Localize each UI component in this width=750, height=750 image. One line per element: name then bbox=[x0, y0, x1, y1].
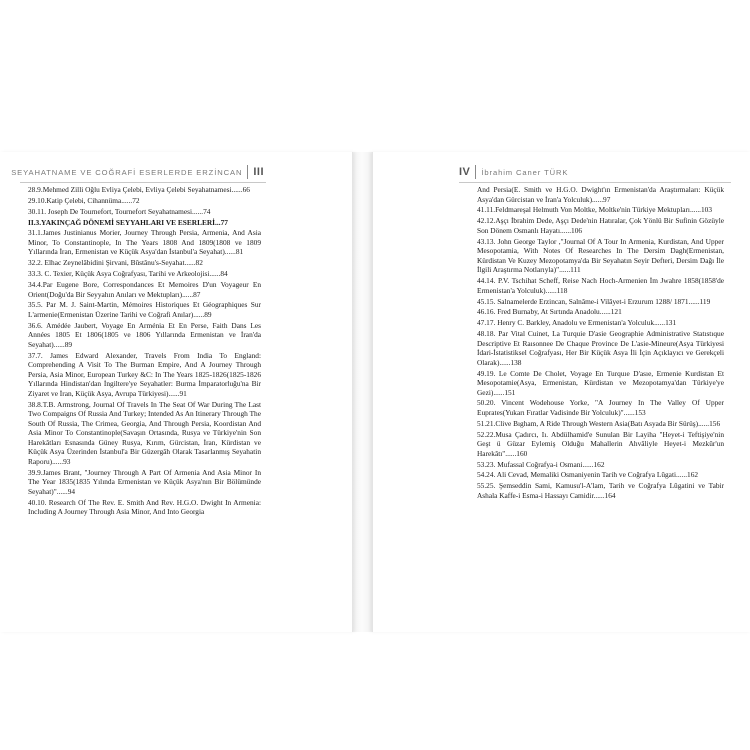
toc-entry bbox=[477, 470, 724, 480]
toc-entry-title: 52.22.Musa Çadırcı, Iı. Abdülhamid'e Sunulan Bir Layiha "Heyet-i Teftişiye'nin Geşt ü Güzar Eylemiş Olduğu Mahallerin Ahvâliyle Heyet-i Mezkûr'un Harekâtı" bbox=[477, 429, 724, 458]
toc-leader-dots: ...... bbox=[545, 285, 557, 295]
toc-entry-title: 39.9.James Brant, "Journey Through A Part Of Armenia And Asia Minor In The Year 1835(1835 Yılında Ermenistan ve Küçük Asya'nın Bir Bölümünde Seyahat)" bbox=[28, 467, 261, 496]
toc-entry-title: 50.20. Vincent Wodehouse Yorke, "A Journey In The Valley Of Upper Euprates(Yukarı Fıratlar Vadisinde Bir Yolculuk)" bbox=[477, 398, 724, 417]
toc-leader-dots: ...... bbox=[559, 265, 571, 275]
toc-leader-dots: ...... bbox=[184, 258, 196, 268]
toc-leader-dots: ...... bbox=[505, 448, 517, 458]
toc-page-number: 111 bbox=[570, 265, 581, 275]
toc-page-number: 162 bbox=[593, 459, 605, 469]
toc-entry bbox=[28, 196, 261, 206]
toc-entry bbox=[477, 237, 724, 275]
toc-leader-dots: ...... bbox=[698, 418, 710, 428]
toc-leader-dots: ...... bbox=[560, 225, 572, 235]
left-toc-list bbox=[28, 185, 261, 518]
toc-leader-dots: ...... bbox=[623, 408, 635, 417]
toc-entry bbox=[28, 207, 261, 217]
right-header-rule bbox=[459, 182, 731, 183]
toc-entry bbox=[477, 307, 724, 317]
toc-leader-dots: ...... bbox=[168, 388, 180, 398]
toc-leader-dots: ...... bbox=[654, 318, 666, 328]
toc-entry-title: 38.8.T.B. Armstrong, Journal Of Travels In The Seat Of War During The Last Two Compaigns Of Russia And Turkey; Intended As An Itinerary Through The South Of Russia, The Crimea, Georgia, And Through Persia, Koordistan And Asia Minor To Constantinople(Savaşın Ortasında, Rusya ve Türkiye'nin Son Harekâtları Esnasında Güney Rusya, Kırım, Gürcistan, İran, Kürdistan ve Küçük Asya Üzerinden İstanbul'a Bir Güzergâh Olarak Tasarlanmış Seyahatin Raporu) bbox=[28, 399, 261, 467]
toc-entry-title: 29.10.Katip Çelebi, Cihannüma bbox=[28, 195, 122, 205]
toc-entry-title: II.3.YAKINÇAĞ DÖNEMİ SEYYAHLARI VE ESERLERİ bbox=[28, 217, 216, 227]
toc-leader-dots: ...... bbox=[689, 205, 701, 215]
toc-leader-dots: ...... bbox=[582, 459, 594, 469]
toc-page-number: 74 bbox=[203, 206, 211, 216]
toc-entry-title: 36.6. Amédée Jaubert, Voyage En Arménia Et En Perse, Faith Dans Les Années 1805 Et 1806(1805 ve 1806 Yıllarında Ermenistan ve İran'da Seyahat) bbox=[28, 320, 261, 349]
left-header-rule bbox=[20, 182, 266, 183]
toc-page-number: 153 bbox=[634, 408, 646, 417]
toc-page-number: 106 bbox=[571, 225, 583, 235]
toc-leader-dots: ...... bbox=[676, 470, 688, 480]
toc-page-number: 121 bbox=[610, 307, 622, 317]
toc-leader-dots: ...... bbox=[121, 195, 133, 205]
toc-entry bbox=[477, 460, 724, 470]
toc-page-number: 84 bbox=[220, 269, 228, 279]
toc-entry bbox=[28, 498, 261, 517]
toc-entry-title: 51.21.Clive Bıgham, A Ride Through Western Asia(Batı Asyada Bir Sürüş) bbox=[477, 418, 699, 428]
toc-page-number: 89 bbox=[64, 339, 73, 349]
toc-page-number: 156 bbox=[709, 418, 721, 428]
toc-page-number: 82 bbox=[195, 258, 203, 268]
toc-entry bbox=[477, 205, 724, 215]
toc-page-number: 89 bbox=[204, 309, 212, 319]
toc-entry bbox=[28, 468, 261, 497]
left-header-title: SEYAHATNAME VE COĞRAFİ ESERLERDE ERZİNCAN bbox=[11, 167, 243, 177]
toc-leader-dots: ...... bbox=[688, 296, 700, 306]
toc-page-number: 138 bbox=[510, 357, 522, 367]
toc-page-number: 162 bbox=[687, 470, 699, 480]
right-header-author: İbrahim Caner TÜRK bbox=[481, 167, 569, 177]
toc-entry-title: 55.25. Şemseddin Sami, Kamusu'l-A'lam, Tarih ve Coğrafya Lûgatini ve Tabir Ashala Kaffe-i Esma-i Hassayı Camidir bbox=[477, 481, 724, 500]
toc-entry-title: And Persia(E. Smith ve H.G.O. Dwight'ın Ermenistan'da Araştırmaları: Küçük Asya'dan Gürcistan ve İran'a Yolculuk) bbox=[477, 185, 724, 204]
right-toc-list bbox=[477, 185, 724, 502]
toc-entry bbox=[28, 321, 261, 350]
toc-leader-dots: ...... bbox=[209, 269, 221, 279]
toc-entry-title: 47.17. Henry C. Barkley, Anadolu ve Ermenistan'a Yolculuk bbox=[477, 318, 655, 328]
right-running-header bbox=[459, 165, 568, 179]
toc-entry-title: 48.18. Par Vital Cuinet, La Turquie D'asie Geographie Administrative Statıstıque Descriptive Et Raısonnee De Chaque Province De L'asie-Mineure(Asya Türkiyesi İdari-İstatistiksel Coğrafyası, Her Bir Küçük Asya İli İçin Açıklayıcı ve Gerekçeli Olarak) bbox=[477, 329, 724, 367]
toc-entry-title: 34.4.Par Eugene Bore, Correspondances Et Memoires D'un Voyageur En Orient(Doğu'da Bir Seyyahın Anıları ve Mektupları) bbox=[28, 280, 261, 299]
toc-entry bbox=[477, 216, 724, 235]
toc-entry bbox=[28, 218, 261, 228]
toc-entry bbox=[477, 276, 724, 295]
toc-page-number: 81 bbox=[235, 247, 244, 257]
toc-entry bbox=[477, 369, 724, 398]
toc-page-number: 87 bbox=[193, 289, 201, 299]
header-separator bbox=[475, 165, 476, 179]
toc-entry-title: 33.3. C. Texier, Küçük Asya Coğrafyası, Tarihi ve Arkeolojisi bbox=[28, 269, 210, 279]
toc-leader-dots: ...... bbox=[493, 387, 505, 397]
toc-page-number: 118 bbox=[556, 285, 568, 295]
toc-entry-title: 32.2. Elhac Zeynelâbidini Şirvani, Bûstânu's-Seyahat bbox=[28, 258, 185, 268]
toc-entry bbox=[28, 300, 261, 319]
toc-page-number: 91 bbox=[179, 388, 187, 398]
toc-entry-title: 41.11.Feldmareşal Helmuth Von Moltke, Moltke'nin Türkiye Mektupları bbox=[477, 205, 690, 215]
toc-entry-title: 46.16. Fred Burnaby, At Sırtında Anadolu bbox=[477, 307, 600, 317]
toc-entry bbox=[28, 269, 261, 279]
toc-leader-dots: ...... bbox=[231, 185, 243, 194]
toc-entry-title: 45.15. Salnamelerde Erzincan, Salnâme-i Vilâyet-i Erzurum 1288/ 1871 bbox=[477, 296, 689, 306]
toc-leader-dots: ... bbox=[215, 217, 221, 227]
toc-entry bbox=[28, 185, 261, 195]
toc-page-number: 119 bbox=[699, 296, 711, 306]
toc-leader-dots: ...... bbox=[224, 247, 236, 257]
toc-entry-title: 54.24. Ali Cevad, Memaliki Osmaniyenin Tarih ve Coğrafya Lûgati bbox=[477, 470, 677, 480]
toc-entry bbox=[477, 481, 724, 500]
toc-entry bbox=[28, 258, 261, 268]
book-gutter bbox=[352, 152, 372, 632]
toc-entry-title: 37.7. James Edward Alexander, Travels From India To England: Comprehending A Visit To The Burman Empire, And A Journey Through Persia, Asia Minor, European Turkey &C: In The Years 1825-1826(1825-1826 Yıllarında Hindistan'dan İngiltere'ye Seyahatler: Burma İmparatorluğu'na Bir Ziyaret ve İran, Küçük Asya, Avrupa Türkiyesi) bbox=[28, 350, 261, 398]
toc-leader-dots: ...... bbox=[52, 457, 64, 467]
toc-page-number: 93 bbox=[63, 457, 71, 467]
right-page bbox=[372, 152, 750, 632]
toc-entry bbox=[28, 228, 261, 257]
toc-entry-title: 28.9.Mehmed Zilli Oğlu Evliya Çelebi, Evliya Çelebi Seyahatnamesi bbox=[28, 185, 232, 194]
toc-entry-title: 30.11. Joseph De Tournefort, Tournefort Seyahatnamesi bbox=[28, 206, 193, 216]
toc-entry bbox=[477, 318, 724, 328]
toc-page-number: 103 bbox=[701, 205, 713, 215]
toc-entry-title: 31.1.James Justinianus Morier, Journey Through Persia, Armenia, And Asia Minor, To Constantinople, In The Years 1808 And 1809(1808 ve 1809 Yıllarında İran, Ermenistan ve Küçük Asya'dan İstanbul'a Seyahat) bbox=[28, 228, 261, 257]
toc-leader-dots: ...... bbox=[593, 490, 605, 500]
toc-entry-title: 53.23. Mufassal Coğrafya-i Osmani bbox=[477, 459, 583, 469]
toc-leader-dots: ...... bbox=[56, 486, 68, 496]
toc-entry bbox=[477, 430, 724, 459]
toc-entry bbox=[477, 329, 724, 367]
toc-leader-dots: ...... bbox=[499, 357, 511, 367]
toc-leader-dots: ...... bbox=[53, 339, 65, 349]
toc-entry-title: 40.10. Research Of The Rev. E. Smith And Rev. H.G.O. Dwight In Armenia: Including A Journey Through Asia Minor, And Into Georgia bbox=[28, 497, 261, 517]
toc-page-number: 97 bbox=[603, 194, 611, 204]
toc-leader-dots: ...... bbox=[192, 206, 204, 216]
toc-leader-dots: ...... bbox=[599, 307, 611, 317]
header-separator bbox=[247, 165, 248, 179]
toc-leader-dots: ...... bbox=[182, 289, 194, 299]
toc-page-number: 164 bbox=[604, 490, 616, 500]
toc-entry bbox=[477, 419, 724, 429]
toc-page-number: 77 bbox=[220, 217, 228, 227]
toc-page-number: 160 bbox=[516, 448, 528, 458]
right-page-number: IV bbox=[459, 166, 471, 178]
toc-entry-title: 44.14. P.V. Tschihat Scheff, Reise Nach Hoch-Armenien İm Jwahre 1858(1858'de Ermenistan'a Yolculuk) bbox=[477, 276, 724, 295]
left-page bbox=[0, 152, 353, 632]
toc-page-number: 66 bbox=[242, 185, 250, 194]
toc-entry bbox=[477, 185, 724, 204]
toc-entry bbox=[28, 400, 261, 467]
toc-page-number: 94 bbox=[67, 486, 76, 496]
toc-page-number: 72 bbox=[132, 195, 140, 205]
toc-entry bbox=[28, 280, 261, 299]
toc-entry bbox=[28, 351, 261, 399]
toc-entry-title: 49.19. Le Comte De Cholet, Voyage En Turquıe D'asıe, Ermenie Kurdistan Et Mesopotamie(Asya, Ermenistan, Kürdistan ve Mezopotamya'dan Türkiye'ye Gezi) bbox=[477, 368, 724, 397]
toc-entry bbox=[477, 398, 724, 417]
left-running-header bbox=[11, 165, 264, 179]
toc-leader-dots: ...... bbox=[592, 194, 604, 204]
toc-entry-title: 35.5. Par M. J. Saint-Martin, Mémoires Historiques Et Géographiques Sur L'armenie(Ermenistan Üzerine Tarihi ve Coğrafi Anılar) bbox=[28, 300, 261, 319]
toc-entry-title: 43.13. John George Taylor ,"Journal Of A Tour In Armenia, Kurdistan, And Upper Mesopotamia, With Notes Of Researches In The Dersim Dagh(Ermenistan, Kürdistan Ve Kuzey Mezopotamya'da Bir Seyahatın Seyir Defteri, Dersim Dağı İle İlgili Araştırma Notlarıyla)" bbox=[477, 236, 724, 275]
left-page-number: III bbox=[253, 166, 264, 178]
toc-entry bbox=[477, 297, 724, 307]
toc-entry-title: 42.12.Aşçı İbrahim Dede, Aşçı Dede'nin Hatıralar, Çok Yönlü Bir Sufinin Gözüyle Son Dönem Osmanlı Hayatı bbox=[477, 216, 724, 235]
toc-page-number: 151 bbox=[504, 387, 516, 397]
toc-page-number: 131 bbox=[665, 318, 677, 328]
toc-leader-dots: ...... bbox=[193, 309, 205, 319]
